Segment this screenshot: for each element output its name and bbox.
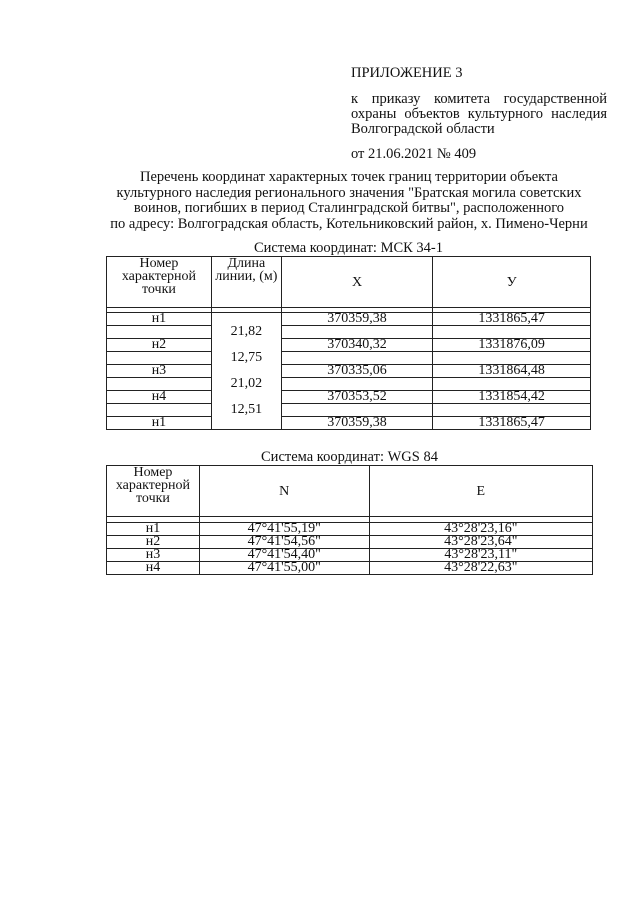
length-cell: 21,82 [211,326,281,339]
y-cell: 1331854,42 [433,391,591,404]
y-cell: 1331865,47 [433,313,591,326]
point-cell: н3 [107,549,200,562]
point-cell: н1 [107,523,200,536]
title-line-1: Перечень координат характерных точек границ территории объекта [140,169,558,185]
table-header-row [107,257,591,308]
appendix-label: ПРИЛОЖЕНИЕ 3 [351,65,463,81]
title-line-4: по адресу: Волгоградская область, Котельниковский район, х. Пимено-Черни [110,215,588,232]
col-y-header: У [433,257,591,308]
table-row [107,313,591,326]
table-row [107,339,591,352]
length-cell: 21,02 [211,378,281,391]
table-row [107,549,593,562]
point-cell: н2 [107,536,200,549]
order-line-3: Волгоградской области [351,121,495,137]
table2-caption: Система координат: WGS 84 [261,449,438,465]
point-cell: н4 [107,391,212,404]
point-cell: н1 [107,313,212,326]
col-point-header: Номер характерной точки [107,257,212,308]
x-cell: 370335,06 [281,365,433,378]
document-title [100,170,598,232]
x-cell: 370359,38 [281,417,433,430]
point-cell: н4 [107,562,200,575]
x-cell: 370340,32 [281,339,433,352]
table-row [107,391,591,404]
n-cell: 47°41'55,19" [199,523,369,536]
col-length-header: Длина линии, (м) [211,257,281,308]
title-line-3: воинов, погибших в период Сталинградской битвы", расположенного [133,200,565,216]
wgs-coordinates-table [106,465,593,575]
point-cell: н2 [107,339,212,352]
e-cell: 43°28'22,63" [369,562,592,575]
point-cell: н3 [107,365,212,378]
n-cell: 47°41'54,40" [199,549,369,562]
y-cell: 1331876,09 [433,339,591,352]
col-x-header: X [281,257,433,308]
table-row [107,562,593,575]
e-cell: 43°28'23,11" [369,549,592,562]
point-cell: н1 [107,417,212,430]
length-cell: 12,75 [211,352,281,365]
col-point-header: Номер характерной точки [107,466,200,517]
y-cell: 1331865,47 [433,417,591,430]
e-cell: 43°28'23,16" [369,523,592,536]
msk-coordinates-table [106,256,591,430]
table-row [107,417,591,430]
y-cell: 1331864,48 [433,365,591,378]
table-header-row [107,466,593,517]
order-date: от 21.06.2021 № 409 [351,146,477,162]
order-reference [351,92,607,137]
n-cell: 47°41'54,56" [199,536,369,549]
x-cell: 370359,38 [281,313,433,326]
order-line-1: к приказу комитета государственной [351,91,607,107]
table1-caption: Система координат: МСК 34-1 [253,240,444,256]
col-n-header: N [199,466,369,517]
order-line-2: охраны объектов культурного наследия [351,106,607,122]
x-cell: 370353,52 [281,391,433,404]
e-cell: 43°28'23,64" [369,536,592,549]
table-row [107,523,593,536]
length-cell: 12,51 [211,404,281,417]
table-row [107,365,591,378]
col-e-header: E [369,466,592,517]
n-cell: 47°41'55,00" [199,562,369,575]
table-row [107,536,593,549]
title-line-2: культурного наследия регионального значения "Братская могила советских [116,184,582,201]
